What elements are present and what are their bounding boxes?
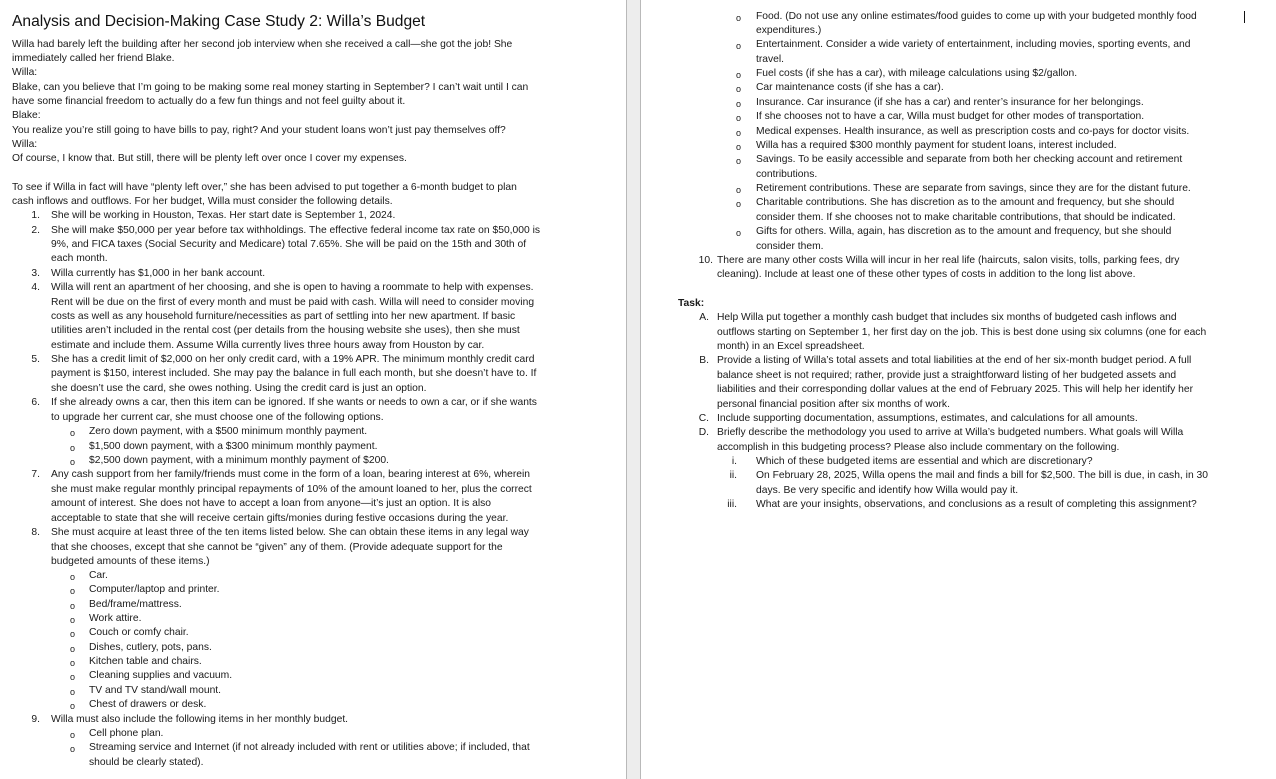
list-number: 6.	[31, 397, 40, 408]
dialogue-line: Blake, can you believe that I’m going to be making some real money starting in September? I can’t wait until I can	[12, 82, 529, 93]
task-subitem: On February 28, 2025, Willa opens the mail and finds a bill for $2,500. The bill is due, in cash, in 30	[756, 470, 1208, 481]
list-item: estimate and include them. Assume Willa currently lives three hours away from Houston by car.	[51, 340, 485, 351]
task-item: balance sheet is not required; rather, provide just a straightforward listing of her budgeted assets and	[717, 370, 1177, 381]
sub-item: Car.	[89, 570, 108, 581]
bullet: o	[736, 99, 742, 109]
list-item: Any cash support from her family/friends must come in the form of a loan, bearing interest at 6%, wherein	[51, 469, 531, 480]
task-item: accomplish in this budgeting process? Please also include commentary on the following.	[717, 442, 1120, 453]
bullet: o	[70, 601, 76, 611]
sub-item: Medical expenses. Health insurance, as well as prescription costs and co-pays for doctor visits.	[756, 126, 1190, 137]
list-number: 2.	[31, 225, 40, 236]
task-item: Provide a listing of Willa’s total assets and total liabilities at the end of her six-month budget period. A full	[717, 355, 1192, 366]
list-item: She will be working in Houston, Texas. Her start date is September 1, 2024.	[51, 210, 396, 221]
page-left[interactable]	[0, 0, 626, 779]
list-item: She will make $50,000 per year before tax withholdings. The effective federal income tax rate on $50,000 is	[51, 225, 541, 236]
sub-item: Retirement contributions. These are separate from savings, since they are for the distant future.	[756, 183, 1191, 194]
task-subitem: Which of these budgeted items are essential and which are discretionary?	[756, 456, 1093, 467]
sub-item: Chest of drawers or desk.	[89, 699, 207, 710]
bullet: o	[736, 84, 742, 94]
task-subitem: days. Be very specific and identify how Willa would pay it.	[756, 485, 1019, 496]
task-letter: B.	[699, 355, 709, 366]
list-item: she must make regular monthly principal repayments of 10% of the amount loaned to her, plus the correct	[51, 484, 532, 495]
dialogue-line: You realize you’re still going to have bills to pay, right? And your student loans won’t just pay themselves off?	[12, 125, 506, 136]
list-item: budgeted amounts of these items.)	[51, 556, 210, 567]
list-item: to upgrade her current car, she must choose one of the following options.	[51, 412, 384, 423]
intro-line: immediately called her friend Blake.	[12, 53, 175, 64]
list-number: 10.	[698, 255, 713, 266]
list-number: 3.	[31, 268, 40, 279]
bullet: o	[70, 629, 76, 639]
bullet: o	[70, 572, 76, 582]
task-roman: ii.	[729, 470, 737, 481]
sub-item: Dishes, cutlery, pots, pans.	[89, 642, 212, 653]
sub-item: Fuel costs (if she has a car), with mileage calculations using $2/gallon.	[756, 68, 1078, 79]
bullet: o	[736, 228, 742, 238]
list-item: There are many other costs Willa will incur in her real life (haircuts, salon visits, tolls, parking fees, dry	[717, 255, 1180, 266]
list-item: 9%, and FICA taxes (Social Security and Medicare) total 7.65%. She will be paid on the 15th and 30th of	[51, 239, 527, 250]
sub-item: Car maintenance costs (if she has a car).	[756, 82, 944, 93]
list-item: acceptable to state that she will receive certain gifts/monies during festive occasions during the year.	[51, 513, 509, 524]
speaker-label: Willa:	[12, 67, 38, 78]
bullet: o	[70, 457, 76, 467]
bullet: o	[736, 13, 742, 23]
bullet: o	[70, 615, 76, 625]
sub-item: Willa has a required $300 monthly payment for student loans, interest included.	[756, 140, 1117, 151]
list-number: 9.	[31, 714, 40, 725]
list-item: Rent will be due on the first of every month and must be paid with cash. Willa will need to consider moving	[51, 297, 535, 308]
list-number: 7.	[31, 469, 40, 480]
list-item: amount of interest. She does not have to accept a loan from anyone—it’s just an option. It is also	[51, 498, 491, 509]
bullet: o	[736, 41, 742, 51]
bullet: o	[70, 701, 76, 711]
task-item: Help Willa put together a monthly cash budget that includes six months of budgeted cash inflows and	[717, 312, 1177, 323]
sub-item: should be clearly stated).	[89, 757, 204, 768]
text-cursor	[1244, 11, 1245, 23]
bullet: o	[70, 586, 76, 596]
sub-item: Insurance. Car insurance (if she has a car) and renter’s insurance for her belongings.	[756, 97, 1144, 108]
bullet: o	[70, 658, 76, 668]
list-item: that she chooses, except that she cannot be “given” any of them. (Provide adequate support for the	[51, 542, 503, 553]
task-heading: Task:	[678, 298, 705, 309]
setup-line: cash inflows and outflows. For her budget, Willa must consider the following details.	[12, 196, 393, 207]
sub-item: Cell phone plan.	[89, 728, 164, 739]
list-item: Willa will rent an apartment of her choosing, and she is open to having a roommate to help with expenses.	[51, 282, 534, 293]
sub-item: Computer/laptop and printer.	[89, 584, 220, 595]
list-item: If she already owns a car, then this item can be ignored. If she wants or needs to own a car, or if she wants	[51, 397, 537, 408]
sub-item: Charitable contributions. She has discretion as to the amount and frequency, but she should	[756, 197, 1175, 208]
sub-item: Streaming service and Internet (if not already included with rent or utilities above; if included, that	[89, 742, 530, 753]
list-item: She has a credit limit of $2,000 on her only credit card, with a 19% APR. The minimum monthly credit card	[51, 354, 535, 365]
list-number: 4.	[31, 282, 40, 293]
sub-item: Food. (Do not use any online estimates/food guides to come up with your budgeted monthly food	[756, 11, 1197, 22]
sub-item: travel.	[756, 54, 785, 65]
sub-item: $1,500 down payment, with a $300 minimum monthly payment.	[89, 441, 378, 452]
sub-item: Kitchen table and chairs.	[89, 656, 202, 667]
task-roman: iii.	[727, 499, 737, 510]
bullet: o	[736, 113, 742, 123]
bullet: o	[736, 156, 742, 166]
page-title: Analysis and Decision-Making Case Study 2: Willa’s Budget	[12, 13, 426, 30]
task-item: month) in an Excel spreadsheet.	[717, 341, 865, 352]
task-subitem: What are your insights, observations, and conclusions as a result of completing this assignment?	[756, 499, 1197, 510]
list-number: 1.	[31, 210, 40, 221]
task-roman: i.	[731, 456, 737, 467]
bullet: o	[70, 428, 76, 438]
sub-item: Couch or comfy chair.	[89, 627, 189, 638]
bullet: o	[70, 644, 76, 654]
list-item: costs as well as any household furniture/necessities as part of settling into her new apartment. If basic	[51, 311, 516, 322]
task-letter: D.	[698, 427, 709, 438]
dialogue-line: have some financial freedom to actually do a few fun things and not feel guilty about it.	[12, 96, 406, 107]
bullet: o	[70, 730, 76, 740]
bullet: o	[736, 128, 742, 138]
list-item: payment is $150, interest included. She may pay the balance in full each month, but she doesn’t have to. If	[51, 368, 537, 379]
task-letter: C.	[698, 413, 709, 424]
task-item: Include supporting documentation, assumptions, estimates, and calculations for all amounts.	[717, 413, 1138, 424]
sub-item: Savings. To be easily accessible and separate from both her checking account and retirement	[756, 154, 1183, 165]
sub-item: contributions.	[756, 169, 818, 180]
bullet: o	[736, 185, 742, 195]
bullet: o	[70, 672, 76, 682]
list-number: 8.	[31, 527, 40, 538]
bullet: o	[70, 744, 76, 754]
bullet: o	[736, 142, 742, 152]
list-item: she doesn’t use the card, she owes nothing. Using the credit card is just an option.	[51, 383, 427, 394]
setup-line: To see if Willa in fact will have “plenty left over,” she has been advised to put together a 6-month budget to plan	[12, 182, 517, 193]
sub-item: TV and TV stand/wall mount.	[89, 685, 222, 696]
bullet: o	[70, 443, 76, 453]
list-item: cleaning). Include at least one of these other types of costs in addition to the long list above.	[717, 269, 1136, 280]
task-letter: A.	[699, 312, 709, 323]
sub-item: If she chooses not to have a car, Willa must budget for other modes of transportation.	[756, 111, 1145, 122]
dialogue-line: Of course, I know that. But still, there will be plenty left over once I cover my expenses.	[12, 153, 407, 164]
sub-item: Gifts for others. Willa, again, has discretion as to the amount and frequency, but she should	[756, 226, 1172, 237]
sub-item: Cleaning supplies and vacuum.	[89, 670, 233, 681]
list-item: each month.	[51, 253, 108, 264]
list-item: Willa must also include the following items in her monthly budget.	[51, 714, 349, 725]
list-item: utilities aren’t included in the rental cost (per details from the housing website she uses), then she must	[51, 325, 520, 336]
bullet: o	[736, 70, 742, 80]
list-item: Willa currently has $1,000 in her bank account.	[51, 268, 266, 279]
task-item: liabilities and their corresponding dollar values at the end of February 2025. This will help her identify her	[717, 384, 1194, 395]
sub-item: consider them. If she chooses not to make charitable contributions, that should be indicated.	[756, 212, 1176, 223]
bullet: o	[736, 199, 742, 209]
bullet: o	[70, 687, 76, 697]
sub-item: $2,500 down payment, with a minimum monthly payment of $200.	[89, 455, 389, 466]
sub-item: Bed/frame/mattress.	[89, 599, 182, 610]
speaker-label: Willa:	[12, 139, 38, 150]
sub-item: Entertainment. Consider a wide variety of entertainment, including movies, sporting events, and	[756, 39, 1191, 50]
sub-item: Work attire.	[89, 613, 142, 624]
speaker-label: Blake:	[12, 110, 41, 121]
page-right[interactable]	[641, 0, 1276, 779]
task-item: personal financial position after six months of work.	[717, 399, 950, 410]
sub-item: expenditures.)	[756, 25, 822, 36]
sub-item: consider them.	[756, 241, 824, 252]
list-item: She must acquire at least three of the ten items listed below. She can obtain these items in any legal way	[51, 527, 529, 538]
task-item: Briefly describe the methodology you used to arrive at Willa’s budgeted numbers. What goals will Willa	[717, 427, 1184, 438]
task-item: outflows starting on September 1, her first day on the job. This is best done using six columns (one for each	[717, 327, 1207, 338]
page-gutter	[626, 0, 641, 779]
sub-item: Zero down payment, with a $500 minimum monthly payment.	[89, 426, 368, 437]
intro-line: Willa had barely left the building after her second job interview when she received a call—she got the job! She	[12, 39, 513, 50]
list-number: 5.	[31, 354, 40, 365]
